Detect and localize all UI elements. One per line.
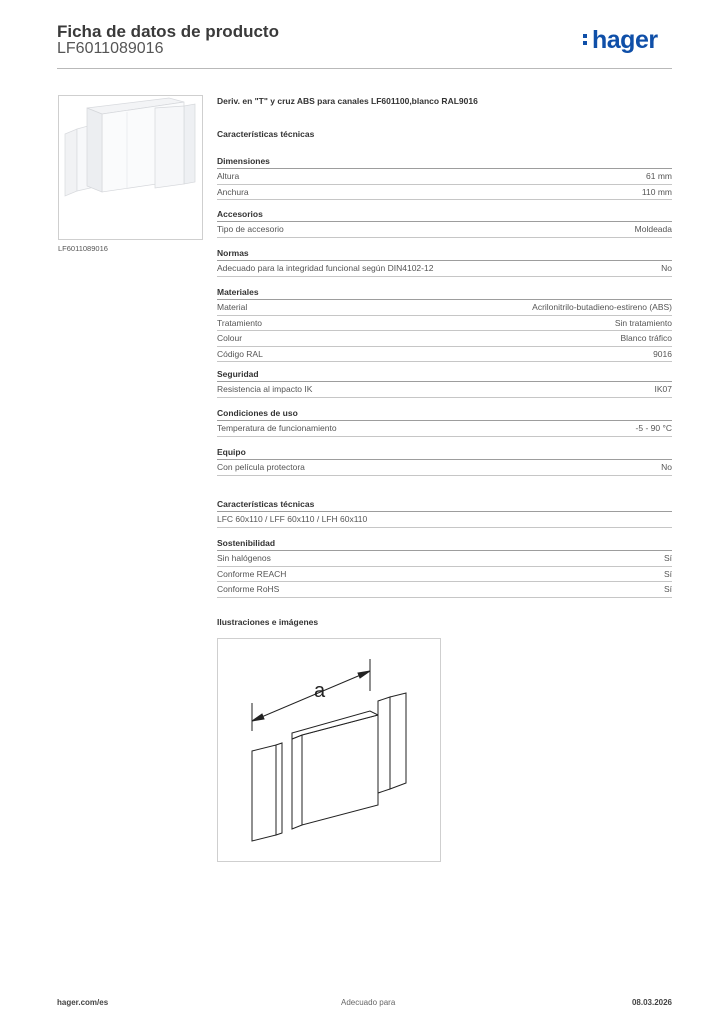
spec-value: Sí <box>663 553 672 563</box>
spec-row <box>217 512 672 528</box>
spec-row <box>217 567 672 583</box>
section-condiciones <box>217 406 672 437</box>
section-normas <box>217 246 672 277</box>
section-title: Materiales <box>217 285 672 300</box>
spec-value: Acrilonitrilo-butadieno-estireno (ABS) <box>532 302 672 312</box>
section-title: Seguridad <box>217 367 672 382</box>
spec-row <box>217 421 672 437</box>
spec-row <box>217 331 672 347</box>
spec-value: IK07 <box>654 384 672 394</box>
product-photo <box>58 95 203 240</box>
footer-date: 08.03.2026 <box>631 998 672 1007</box>
spec-row <box>217 185 672 201</box>
section-accesorios <box>217 207 672 238</box>
spec-row <box>217 300 672 316</box>
spec-label: Conforme RoHS <box>217 584 280 594</box>
section-title: Sostenibilidad <box>217 536 672 551</box>
section-title: Características técnicas <box>217 497 672 512</box>
page-title: Ficha de datos de producto <box>57 22 279 41</box>
spec-label: Material <box>217 302 248 312</box>
product-code: LF6011089016 <box>57 40 164 57</box>
product-tee-image <box>59 96 202 239</box>
tech-heading: Características técnicas <box>217 129 315 139</box>
section-title: Equipo <box>217 445 672 460</box>
footer-note: Adecuado para <box>341 998 396 1007</box>
spec-value: Blanco tráfico <box>620 333 672 343</box>
spec-row <box>217 460 672 476</box>
section-title: Dimensiones <box>217 154 672 169</box>
spec-row <box>217 169 672 185</box>
spec-row <box>217 551 672 567</box>
spec-row <box>217 347 672 363</box>
spec-value: No <box>661 462 672 472</box>
spec-label: Con película protectora <box>217 462 305 472</box>
spec-value: Sí <box>663 568 672 579</box>
spec-label: Tratamiento <box>217 317 263 328</box>
spec-label: Anchura <box>217 186 249 197</box>
product-reference: LF6011089016 <box>58 244 108 253</box>
spec-value: -5 - 90 °C <box>635 423 672 433</box>
spec-label: LFC 60x110 / LFF 60x110 / LFH 60x110 <box>217 514 368 524</box>
footer-website[interactable]: hager.com/es <box>57 998 109 1007</box>
spec-label: Código RAL <box>217 348 263 359</box>
spec-value: Moldeada <box>634 224 672 234</box>
section-title: Accesorios <box>217 207 672 222</box>
illustrations-heading: Ilustraciones e imágenes <box>217 617 319 627</box>
spec-value: 9016 <box>653 348 672 359</box>
spec-row <box>217 382 672 398</box>
header-divider <box>57 68 672 69</box>
section-title: Condiciones de uso <box>217 406 672 421</box>
spec-value: Sin tratamiento <box>614 317 672 328</box>
spec-value: 61 mm <box>646 171 672 181</box>
spec-value: No <box>661 263 672 273</box>
spec-row <box>217 261 672 277</box>
spec-label: Temperatura de funcionamiento <box>217 423 337 433</box>
section-equipo <box>217 445 672 476</box>
section-sostenibilidad <box>217 536 672 598</box>
spec-row <box>217 222 672 238</box>
hager-logo <box>592 26 658 55</box>
spec-row <box>217 316 672 332</box>
logo-text: hager <box>592 26 658 54</box>
section-seguridad <box>217 367 672 398</box>
spec-row <box>217 582 672 598</box>
section-materiales <box>217 285 672 362</box>
spec-label: Adecuado para la integridad funcional según DIN4102-12 <box>217 263 434 273</box>
spec-label: Altura <box>217 171 240 181</box>
spec-label: Resistencia al impacto IK <box>217 384 313 394</box>
tee-dimension-diagram <box>218 639 440 861</box>
section-dimensiones <box>217 154 672 200</box>
spec-label: Sin halógenos <box>217 553 271 563</box>
spec-value: Sí <box>663 584 672 594</box>
section-title: Normas <box>217 246 672 261</box>
spec-label: Tipo de accesorio <box>217 224 284 234</box>
dimension-drawing <box>217 638 441 862</box>
spec-label: Colour <box>217 333 243 343</box>
spec-label: Conforme REACH <box>217 568 287 579</box>
spec-value: 110 mm <box>641 186 672 197</box>
logo-dots-icon <box>583 34 588 48</box>
product-title: Deriv. en "T" y cruz ABS para canales LF601100,blanco RAL9016 <box>217 96 478 106</box>
dimension-label-a: a <box>314 680 326 702</box>
section-caracteristicas <box>217 497 672 528</box>
